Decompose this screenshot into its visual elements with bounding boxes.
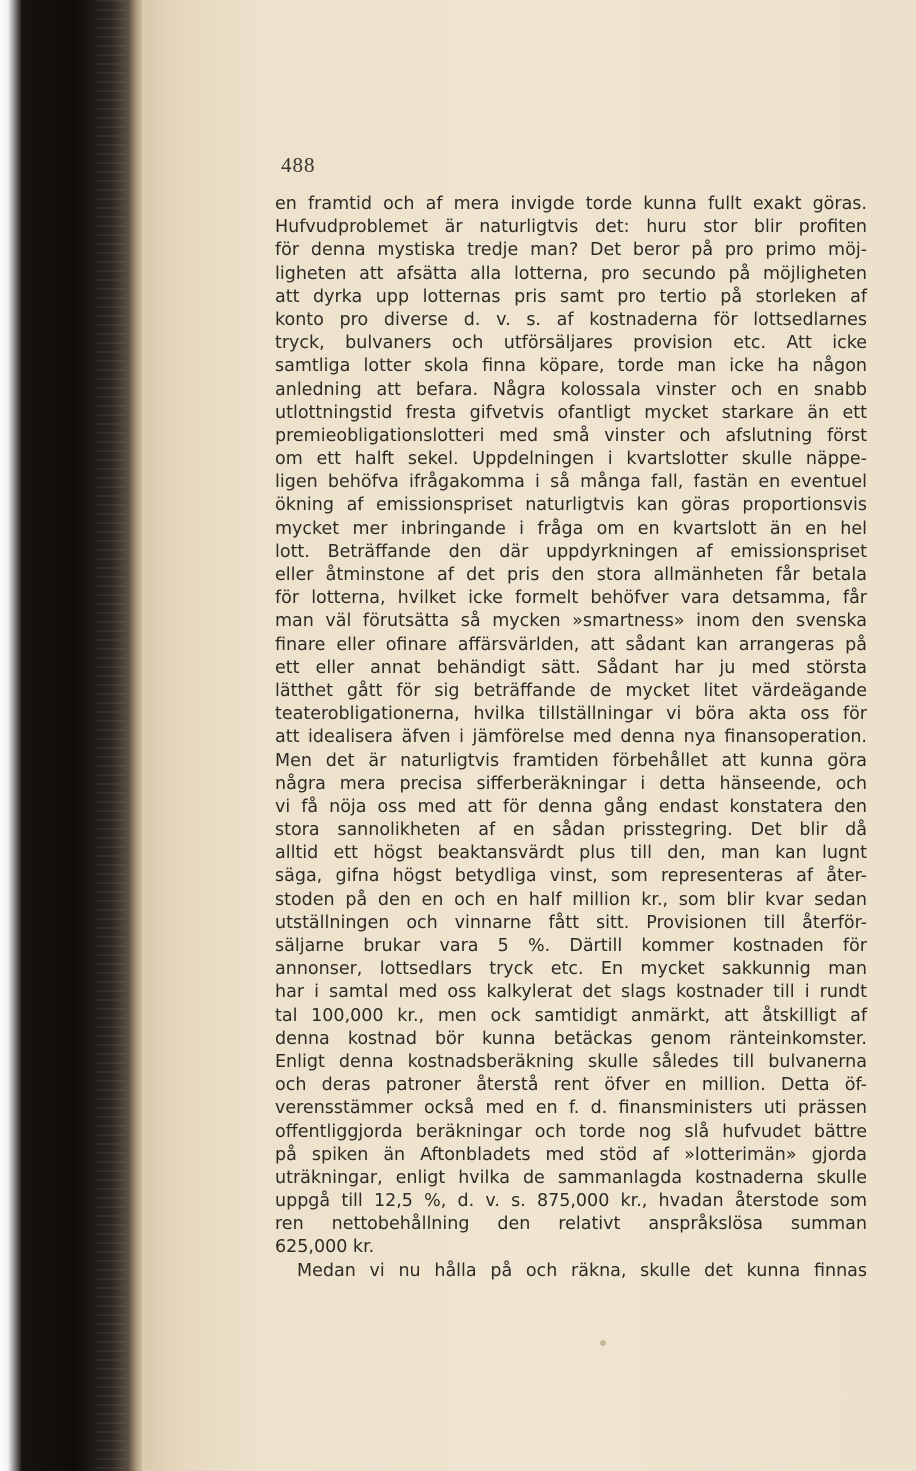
text-line: uträkningar, enligt hvilka de sammanlagda kostnaderna skulle [275,1167,867,1188]
text-line: eller åtminstone af det pris den stora allmänheten får betala [275,565,867,585]
text-line: stora sannolikheten af en sådan prisstegring. Det blir då [275,820,867,841]
text-line: en framtid och af mera invigde torde kunna fullt exakt göras. [275,194,867,214]
text-line: alltid ett högst beaktansvärdt plus till den, man kan lugnt [275,843,867,864]
text-line: säga, gifna högst betydliga vinst, som representeras af åter- [275,866,867,887]
text-line: uppgå till 12,5 %, d. v. s. 875,000 kr., hvadan återstode som [275,1191,867,1212]
text-line: utlottningstid fresta gifvetvis ofantligt mycket starkare än ett [275,402,867,423]
text-line: ligheten att afsätta alla lotterna, pro secundo på möjligheten [275,263,867,284]
text-line: anledning att befara. Några kolossala vinster och en snabb [275,379,867,400]
text-line: Enligt denna kostnadsberäkning skulle således till bulvanerna [275,1051,867,1072]
text-line: denna kostnad bör kunna betäckas genom ränteinkomster. [275,1028,867,1049]
paper-blemish [600,1340,606,1346]
text-line: Hufvudproblemet är naturligtvis det: huru stor blir profiten [275,217,867,238]
text-line: ett eller annat behändigt sätt. Sådant har ju med största [275,657,867,678]
text-line: om ett halft sekel. Uppdelningen i kvartslotter skulle näppe- [275,449,867,470]
text-line: några mera precisa sifferberäkningar i detta hänseende, och [275,773,867,794]
spine-texture [95,0,125,1471]
text-line: stoden på den en och en half million kr., som blir kvar sedan [275,889,867,910]
text-line: utställningen och vinnarne fått sitt. Provisionen till återför- [275,912,867,933]
text-line: premieobligationslotteri med små vinster och afslutning först [275,425,867,446]
page-number: 488 [281,153,316,177]
text-line: vi få nöja oss med att för denna gång endast konstatera den [275,796,867,817]
text-line: för denna mystiska tredje man? Det beror på pro primo möj- [275,240,867,261]
text-line: verensstämmer också med en f. d. finansministers uti prässen [275,1098,867,1119]
text-line: finare eller ofinare affärsvärlden, att sådant kan arrangeras på [275,634,867,655]
text-line: lätthet gått för sig beträffande de mycket litet värdeägande [275,680,867,701]
text-line: säljarne brukar vara 5 %. Därtill kommer kostnaden för [275,936,867,956]
text-line: samtliga lotter skola finna köpare, torde man icke ha någon [275,356,867,377]
text-line: att idealisera äfven i jämförelse med denna nya finansoperation. [275,727,867,748]
text-line: annonser, lottsedlars tryck etc. En mycket sakkunnig man [275,959,867,980]
text-line: mycket mer inbringande i fråga om en kvartslott än en hel [275,518,867,539]
text-line: tal 100,000 kr., men ock samtidigt anmärkt, att åtskilligt af [275,1005,867,1026]
text-line: lott. Beträffande den där uppdyrkningen af emissionspriset [275,541,867,562]
text-line: Men det är naturligtvis framtiden förbehållet att kunna göra [275,750,867,771]
text-line: ökning af emissionspriset naturligtvis kan göras proportionsvis [275,495,867,516]
text-line: tryck, bulvaners och utförsäljares provision etc. Att icke [275,333,867,354]
text-line: för lotterna, hvilket icke formelt behöfver vara detsamma, får [275,588,867,609]
text-line: ligen behöfva ifrågakomma i så många fall, fastän en eventuel [275,472,867,493]
text-line: konto pro diverse d. v. s. af kostnaderna för lottsedlarnes [275,309,867,330]
text-line: offentliggjorda beräkningar och torde nog slå hufvudet bättre [275,1121,867,1142]
text-line: 625,000 kr. [275,1237,375,1258]
text-line: ren nettobehållning den relativt anspråkslösa summan [275,1214,867,1235]
text-line: man väl förutsätta så mycken »smartness» inom den svenska [275,611,867,632]
text-line: på spiken än Aftonbladets med stöd af »lotterimän» gjorda [275,1144,867,1165]
body-text [275,193,867,1283]
text-line: teaterobligationerna, hvilka tillställningar vi böra akta oss för [275,704,867,725]
text-line: har i samtal med oss kalkylerat det slags kostnader till i rundt [275,982,867,1003]
text-line: Medan vi nu hålla på och räkna, skulle det kunna finnas [297,1260,867,1281]
text-line: att dyrka upp lotternas pris samt pro tertio på storleken af [275,286,867,307]
text-line: och deras patroner återstå rent öfver en million. Detta öf- [275,1075,867,1096]
